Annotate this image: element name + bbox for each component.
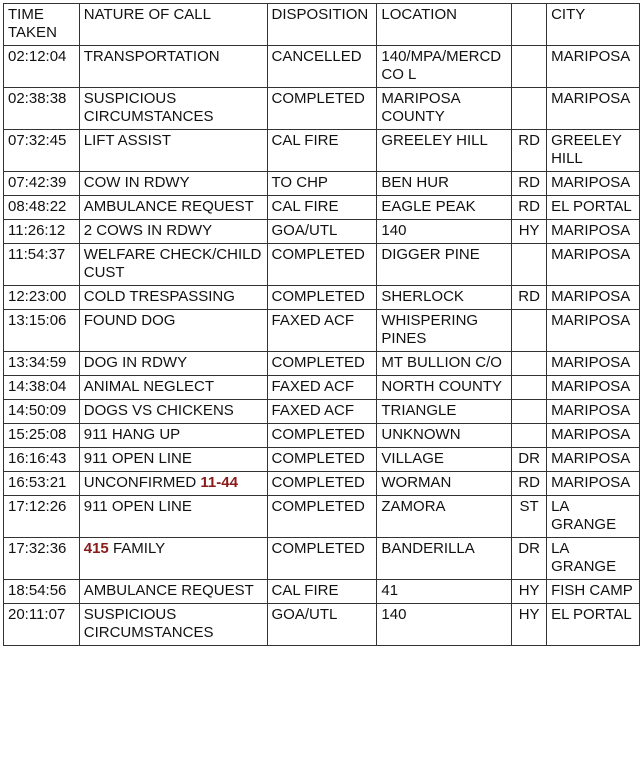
- table-row: [4, 424, 640, 448]
- location-cell: 140/MPA/MERCD CO L: [377, 46, 512, 88]
- location-cell: 140: [377, 604, 512, 646]
- city-cell: FISH CAMP: [547, 580, 640, 604]
- location-cell: ZAMORA: [377, 496, 512, 538]
- location-cell: EAGLE PEAK: [377, 196, 512, 220]
- nature-text: AMBULANCE REQUEST: [83, 198, 254, 215]
- location-cell: BEN HUR: [377, 172, 512, 196]
- nature-text: 911 HANG UP: [83, 426, 181, 443]
- nature-cell: [79, 472, 267, 496]
- street-suffix-cell: [512, 376, 547, 400]
- nature-cell: [79, 376, 267, 400]
- city-cell: LA GRANGE: [547, 496, 640, 538]
- nature-cell: [79, 538, 267, 580]
- city-cell: MARIPOSA: [547, 376, 640, 400]
- nature-text: ANIMAL NEGLECT: [83, 378, 215, 395]
- disposition-cell: COMPLETED: [267, 472, 377, 496]
- nature-text: COW IN RDWY: [83, 174, 190, 191]
- disposition-cell: COMPLETED: [267, 496, 377, 538]
- table-row: [4, 196, 640, 220]
- table-row: [4, 220, 640, 244]
- city-cell: MARIPOSA: [547, 88, 640, 130]
- disposition-cell: COMPLETED: [267, 448, 377, 472]
- radio-code: 415: [83, 540, 109, 557]
- city-cell: MARIPOSA: [547, 244, 640, 286]
- header-row: [4, 4, 640, 46]
- time-cell: 16:16:43: [4, 448, 80, 472]
- table-row: [4, 286, 640, 310]
- location-cell: BANDERILLA: [377, 538, 512, 580]
- disposition-cell: CAL FIRE: [267, 580, 377, 604]
- nature-text: FAMILY: [108, 540, 166, 557]
- table-row: [4, 400, 640, 424]
- time-cell: 20:11:07: [4, 604, 80, 646]
- city-cell: MARIPOSA: [547, 286, 640, 310]
- time-cell: 02:38:38: [4, 88, 80, 130]
- location-cell: MARIPOSA COUNTY: [377, 88, 512, 130]
- table-row: [4, 538, 640, 580]
- street-suffix-cell: [512, 244, 547, 286]
- table-row: [4, 46, 640, 88]
- table-row: [4, 352, 640, 376]
- time-cell: 11:26:12: [4, 220, 80, 244]
- disposition-cell: COMPLETED: [267, 244, 377, 286]
- location-cell: GREELEY HILL: [377, 130, 512, 172]
- street-suffix-cell: HY: [512, 604, 547, 646]
- nature-text: TRANSPORTATION: [83, 48, 220, 65]
- city-cell: EL PORTAL: [547, 196, 640, 220]
- disposition-cell: CAL FIRE: [267, 196, 377, 220]
- header-suffix: [512, 4, 547, 46]
- nature-text: FOUND DOG: [83, 312, 176, 329]
- time-cell: 18:54:56: [4, 580, 80, 604]
- disposition-cell: TO CHP: [267, 172, 377, 196]
- street-suffix-cell: [512, 310, 547, 352]
- city-cell: GREELEY HILL: [547, 130, 640, 172]
- nature-text: WELFARE CHECK/CHILD CUST: [83, 246, 266, 281]
- street-suffix-cell: ST: [512, 496, 547, 538]
- street-suffix-cell: RD: [512, 130, 547, 172]
- table-row: [4, 580, 640, 604]
- nature-cell: [79, 400, 267, 424]
- nature-text: LIFT ASSIST: [83, 132, 172, 149]
- disposition-cell: COMPLETED: [267, 286, 377, 310]
- header-location: LOCATION: [377, 4, 512, 46]
- city-cell: MARIPOSA: [547, 352, 640, 376]
- table-row: [4, 496, 640, 538]
- time-cell: 14:50:09: [4, 400, 80, 424]
- disposition-cell: GOA/UTL: [267, 604, 377, 646]
- table-row: [4, 604, 640, 646]
- disposition-cell: FAXED ACF: [267, 400, 377, 424]
- city-cell: MARIPOSA: [547, 220, 640, 244]
- disposition-cell: FAXED ACF: [267, 310, 377, 352]
- nature-cell: [79, 244, 267, 286]
- street-suffix-cell: HY: [512, 580, 547, 604]
- nature-prefix-text: UNCONFIRMED: [83, 474, 201, 491]
- disposition-cell: COMPLETED: [267, 352, 377, 376]
- radio-code: 11-44: [200, 474, 238, 491]
- location-cell: WHISPERING PINES: [377, 310, 512, 352]
- nature-text: DOGS VS CHICKENS: [83, 402, 234, 419]
- city-cell: MARIPOSA: [547, 424, 640, 448]
- nature-text: DOG IN RDWY: [83, 354, 188, 371]
- time-cell: 17:12:26: [4, 496, 80, 538]
- nature-text: 911 OPEN LINE: [83, 450, 192, 467]
- call-log-table: [3, 3, 640, 646]
- disposition-cell: FAXED ACF: [267, 376, 377, 400]
- street-suffix-cell: [512, 352, 547, 376]
- location-cell: NORTH COUNTY: [377, 376, 512, 400]
- location-cell: VILLAGE: [377, 448, 512, 472]
- table-row: [4, 88, 640, 130]
- street-suffix-cell: [512, 46, 547, 88]
- street-suffix-cell: [512, 88, 547, 130]
- street-suffix-cell: HY: [512, 220, 547, 244]
- time-cell: 13:15:06: [4, 310, 80, 352]
- location-cell: MT BULLION C/O: [377, 352, 512, 376]
- location-cell: SHERLOCK: [377, 286, 512, 310]
- nature-cell: [79, 352, 267, 376]
- table-row: [4, 376, 640, 400]
- disposition-cell: COMPLETED: [267, 88, 377, 130]
- nature-text: SUSPICIOUS CIRCUMSTANCES: [83, 606, 214, 641]
- location-cell: UNKNOWN: [377, 424, 512, 448]
- time-cell: 14:38:04: [4, 376, 80, 400]
- time-cell: 12:23:00: [4, 286, 80, 310]
- city-cell: LA GRANGE: [547, 538, 640, 580]
- nature-cell: [79, 88, 267, 130]
- nature-text: COLD TRESPASSING: [83, 288, 235, 305]
- nature-text: AMBULANCE REQUEST: [83, 582, 254, 599]
- city-cell: EL PORTAL: [547, 604, 640, 646]
- table-row: [4, 172, 640, 196]
- time-cell: 02:12:04: [4, 46, 80, 88]
- table-row: [4, 310, 640, 352]
- table-row: [4, 448, 640, 472]
- location-cell: TRIANGLE: [377, 400, 512, 424]
- city-cell: MARIPOSA: [547, 310, 640, 352]
- time-cell: 07:42:39: [4, 172, 80, 196]
- table-row: [4, 472, 640, 496]
- nature-text: 2 COWS IN RDWY: [83, 222, 213, 239]
- time-cell: 11:54:37: [4, 244, 80, 286]
- street-suffix-cell: DR: [512, 538, 547, 580]
- disposition-cell: GOA/UTL: [267, 220, 377, 244]
- header-time: TIME TAKEN: [4, 4, 80, 46]
- table-row: [4, 130, 640, 172]
- time-cell: 17:32:36: [4, 538, 80, 580]
- city-cell: MARIPOSA: [547, 448, 640, 472]
- nature-cell: [79, 286, 267, 310]
- location-cell: 41: [377, 580, 512, 604]
- street-suffix-cell: DR: [512, 448, 547, 472]
- disposition-cell: COMPLETED: [267, 424, 377, 448]
- disposition-cell: CANCELLED: [267, 46, 377, 88]
- nature-cell: [79, 196, 267, 220]
- city-cell: MARIPOSA: [547, 46, 640, 88]
- city-cell: MARIPOSA: [547, 172, 640, 196]
- disposition-cell: COMPLETED: [267, 538, 377, 580]
- header-city: CITY: [547, 4, 640, 46]
- nature-cell: [79, 604, 267, 646]
- table-row: [4, 244, 640, 286]
- nature-cell: [79, 496, 267, 538]
- time-cell: 15:25:08: [4, 424, 80, 448]
- time-cell: 16:53:21: [4, 472, 80, 496]
- nature-cell: [79, 580, 267, 604]
- street-suffix-cell: RD: [512, 172, 547, 196]
- nature-text: 911 OPEN LINE: [83, 498, 192, 515]
- location-cell: WORMAN: [377, 472, 512, 496]
- street-suffix-cell: RD: [512, 286, 547, 310]
- location-cell: 140: [377, 220, 512, 244]
- nature-cell: [79, 448, 267, 472]
- call-log-body: [4, 4, 640, 646]
- nature-cell: [79, 310, 267, 352]
- street-suffix-cell: RD: [512, 472, 547, 496]
- nature-cell: [79, 46, 267, 88]
- city-cell: MARIPOSA: [547, 400, 640, 424]
- header-nature: NATURE OF CALL: [79, 4, 267, 46]
- location-cell: DIGGER PINE: [377, 244, 512, 286]
- nature-cell: [79, 220, 267, 244]
- street-suffix-cell: [512, 400, 547, 424]
- nature-text: SUSPICIOUS CIRCUMSTANCES: [83, 90, 214, 125]
- nature-cell: [79, 424, 267, 448]
- street-suffix-cell: [512, 424, 547, 448]
- time-cell: 07:32:45: [4, 130, 80, 172]
- header-disposition: DISPOSITION: [267, 4, 377, 46]
- city-cell: MARIPOSA: [547, 472, 640, 496]
- time-cell: 13:34:59: [4, 352, 80, 376]
- nature-cell: [79, 172, 267, 196]
- disposition-cell: CAL FIRE: [267, 130, 377, 172]
- nature-cell: [79, 130, 267, 172]
- time-cell: 08:48:22: [4, 196, 80, 220]
- street-suffix-cell: RD: [512, 196, 547, 220]
